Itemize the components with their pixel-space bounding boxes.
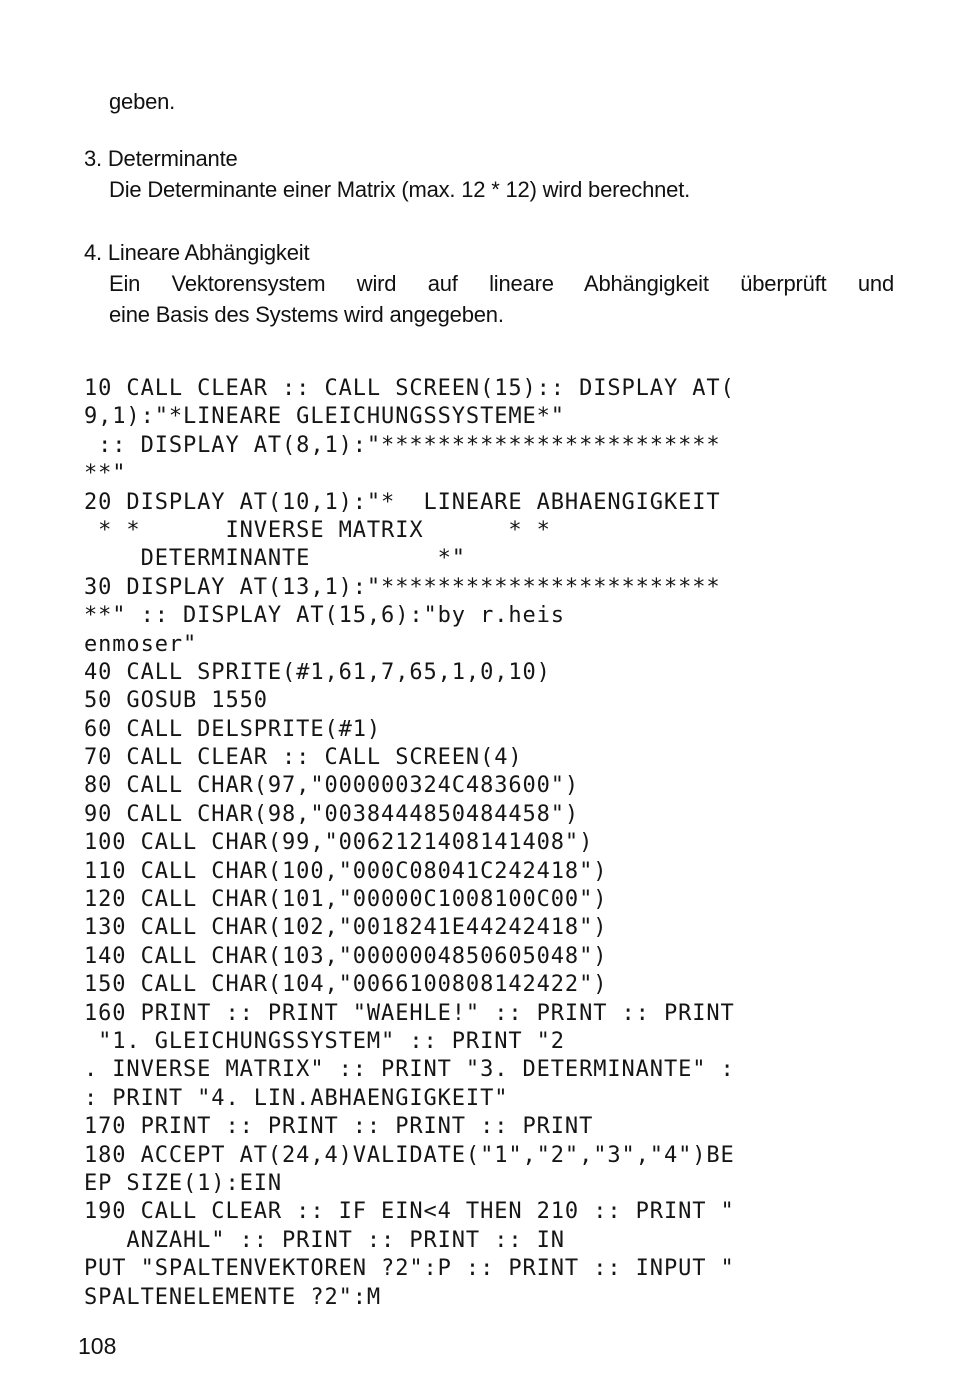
code-line: 10 CALL CLEAR :: CALL SCREEN(15):: DISPLAY AT( [84,376,735,401]
section-body-line: eine Basis des Systems wird angegeben. [109,302,504,327]
code-line: * * INVERSE MATRIX * * [84,517,551,543]
code-line: 70 CALL CLEAR :: CALL SCREEN(4) [84,745,523,771]
code-line: 170 PRINT :: PRINT :: PRINT :: PRINT [84,1114,594,1140]
code-line: 9,1):"*LINEARE GLEICHUNGSSYSTEME*" [84,404,565,430]
code-line: PUT "SPALTENVEKTOREN ?2":P :: PRINT :: INPUT " [84,1256,735,1282]
code-line: 30 DISPLAY AT(13,1):"************************ [84,574,721,600]
code-line: 190 CALL CLEAR :: IF EIN<4 THEN 210 :: PRINT " [84,1199,735,1225]
code-line: 50 GOSUB 1550 [84,688,268,714]
code-line: . INVERSE MATRIX" :: PRINT "3. DETERMINANTE" : [84,1057,735,1083]
code-line: 150 CALL CHAR(104,"0066100808142422") [84,972,608,998]
section-heading: 4. Lineare Abhängigkeit [84,240,310,265]
section-body-line: Ein Vektorensystem wird auf lineare Abhängigkeit überprüft und [109,271,894,296]
code-line: enmoser" [84,631,198,657]
code-line: : PRINT "4. LIN.ABHAENGIGKEIT" [84,1085,509,1111]
section-determinante [84,143,894,205]
code-line: 90 CALL CHAR(98,"0038444850484458") [84,801,580,827]
page-number: 108 [78,1333,117,1359]
code-line: ANZAHL" :: PRINT :: PRINT :: IN [84,1227,565,1253]
code-line: 40 CALL SPRITE(#1,61,7,65,1,0,10) [84,659,551,685]
code-line: 160 PRINT :: PRINT "WAEHLE!" :: PRINT :: PRINT [84,1000,735,1026]
code-line: **" :: DISPLAY AT(15,6):"by r.heis [84,603,565,629]
code-line: SPALTENELEMENTE ?2":M [84,1284,382,1310]
code-line: 110 CALL CHAR(100,"000C08041C242418") [84,858,608,884]
code-line: 180 ACCEPT AT(24,4)VALIDATE("1","2","3","4")BE [84,1142,735,1168]
code-line: 80 CALL CHAR(97,"000000324C483600") [84,773,580,799]
section-body-line: Die Determinante einer Matrix (max. 12 * 12) wird berechnet. [109,177,691,202]
code-line: 20 DISPLAY AT(10,1):"* LINEARE ABHAENGIGKEIT [84,489,721,515]
code-line: EP SIZE(1):EIN [84,1170,283,1196]
code-line: "1. GLEICHUNGSSYSTEM" :: PRINT "2 [84,1028,565,1054]
intro-text [84,86,894,117]
basic-program-listing [84,375,894,1312]
code-line: DETERMINANTE *" [84,546,466,572]
code-line: 140 CALL CHAR(103,"0000004850605048") [84,943,608,969]
intro-line: geben. [109,89,176,114]
code-line: 120 CALL CHAR(101,"00000C1008100C00") [84,887,608,913]
code-line: **" [84,461,127,487]
section-lineare-abhaengigkeit [84,237,894,330]
code-line: 100 CALL CHAR(99,"0062121408141408") [84,830,594,856]
section-heading: 3. Determinante [84,146,238,171]
code-line: 60 CALL DELSPRITE(#1) [84,716,382,742]
code-line: :: DISPLAY AT(8,1):"************************ [84,432,721,458]
code-line: 130 CALL CHAR(102,"0018241E44242418") [84,915,608,941]
